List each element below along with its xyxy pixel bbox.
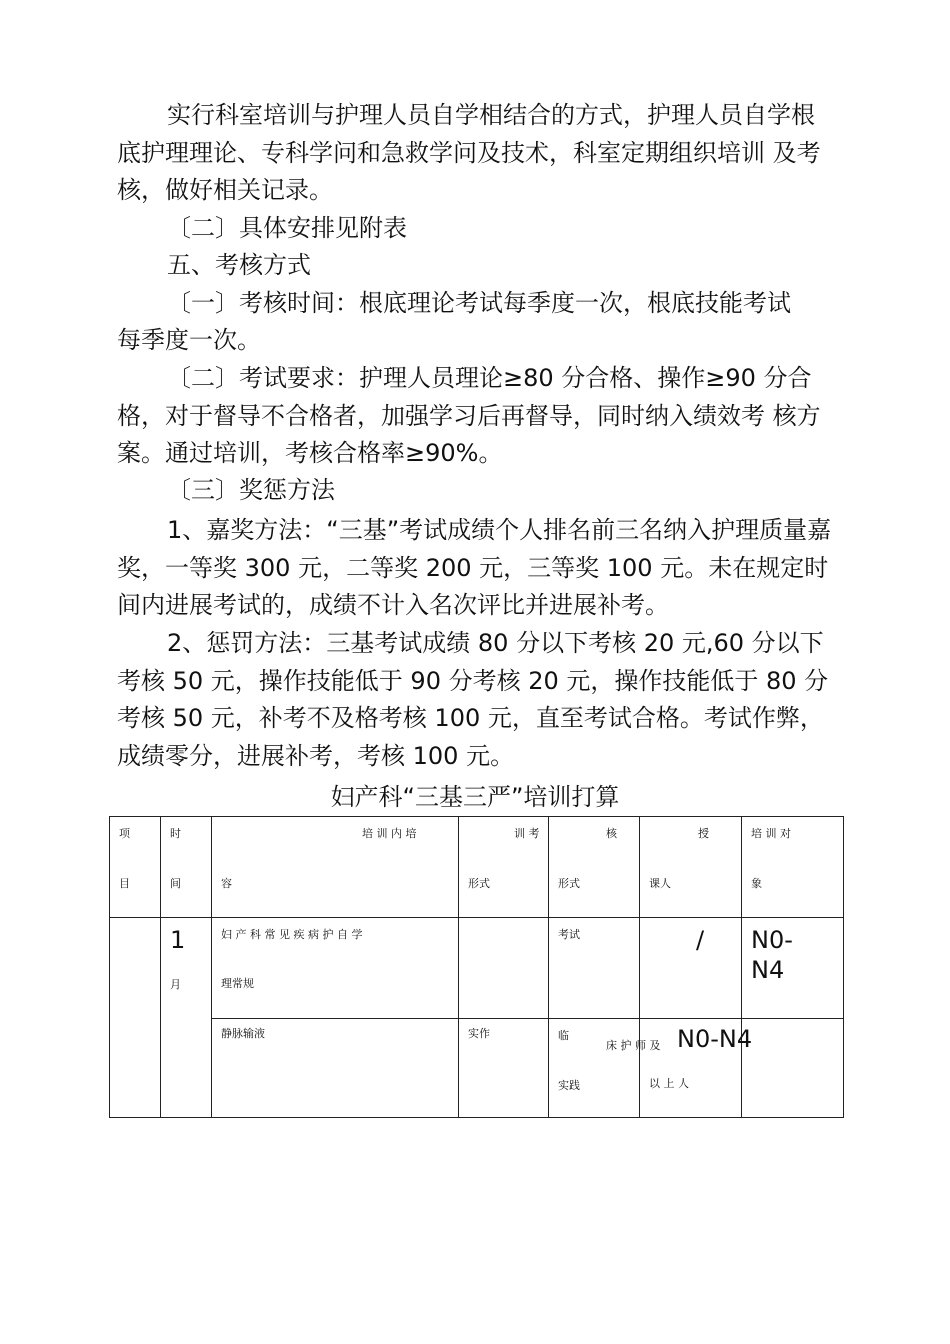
- assessment-cell: 临 实践: [549, 1019, 640, 1118]
- section-heading-assessment: 五、考核方式: [167, 251, 311, 279]
- header-item: 项 目: [110, 817, 161, 918]
- target-cell: N0- N4: [742, 918, 844, 1019]
- instructor-cell: /: [640, 918, 742, 1019]
- paragraph-assessment-time: 〔一〕考核时间：根底理论考试每季度一次，根底技能考试: [167, 289, 791, 317]
- table-header-row: [110, 817, 844, 918]
- training-plan-table: [109, 816, 844, 1118]
- item-cell: [110, 918, 161, 1118]
- table-title: 妇产科“三基三严”培训打算: [330, 783, 620, 811]
- assessment-cell: 考试: [549, 918, 640, 1019]
- table-row: [110, 918, 844, 1019]
- content-cell: 静脉输液: [212, 1019, 459, 1118]
- header-time: 时 间: [161, 817, 212, 918]
- paragraph-training-method: 实行科室培训与护理人员自学相结合的方式，护理人员自学根底护理理论、专科学问和急救学问及技术，科室定期组织培训 及考核，做好相关记录。: [117, 101, 821, 204]
- paragraph-reward-method: 1、嘉奖方法：“三基”考试成绩个人排名前三名纳入护理质量嘉奖，一等奖 300 元，二等奖 200 元，三等奖 100 元。未在规定时间内进展考试的，成绩不计入名次评比并进展补考。: [117, 516, 832, 619]
- training-form-cell: 实作: [459, 1019, 549, 1118]
- header-content: 培 训 内 培 容: [212, 817, 459, 918]
- table-row: [110, 1019, 844, 1118]
- instructor-cell: 床 护 师 及 以 上 人 N0-N4: [640, 1019, 742, 1118]
- training-form-cell: [459, 918, 549, 1019]
- paragraph-arrangement: 〔二〕具体安排见附表: [167, 214, 407, 242]
- paragraph-reward-punishment-heading: 〔三〕奖惩方法: [167, 476, 335, 504]
- paragraph-assessment-time-cont: 每季度一次。: [117, 326, 261, 354]
- target-cell: [742, 1019, 844, 1118]
- header-assessment-form: 核 形式: [549, 817, 640, 918]
- paragraph-exam-requirements: 〔二〕考试要求：护理人员理论≥80 分合格、操作≥90 分合格，对于督导不合格者，加强学习后再督导，同时纳入绩效考 核方案。通过培训，考核合格率≥90%。: [117, 364, 821, 467]
- content-cell: 妇 产 科 常 见 疾 病 护 自 学 理常规: [212, 918, 459, 1019]
- header-training-form: 训 考 形式: [459, 817, 549, 918]
- header-target: 培 训 对 象: [742, 817, 844, 918]
- month-cell: 1 月: [161, 918, 212, 1118]
- paragraph-punishment-method: 2、惩罚方法：三基考试成绩 80 分以下考核 20 元,60 分以下考核 50 元，操作技能低于 90 分考核 20 元，操作技能低于 80 分考核 50 元，补考不及格考核 100 元，直至考试合格。考试作弊，成绩零分，进展补考，考核 100 元。: [117, 629, 829, 770]
- header-instructor: 授 课人: [640, 817, 742, 918]
